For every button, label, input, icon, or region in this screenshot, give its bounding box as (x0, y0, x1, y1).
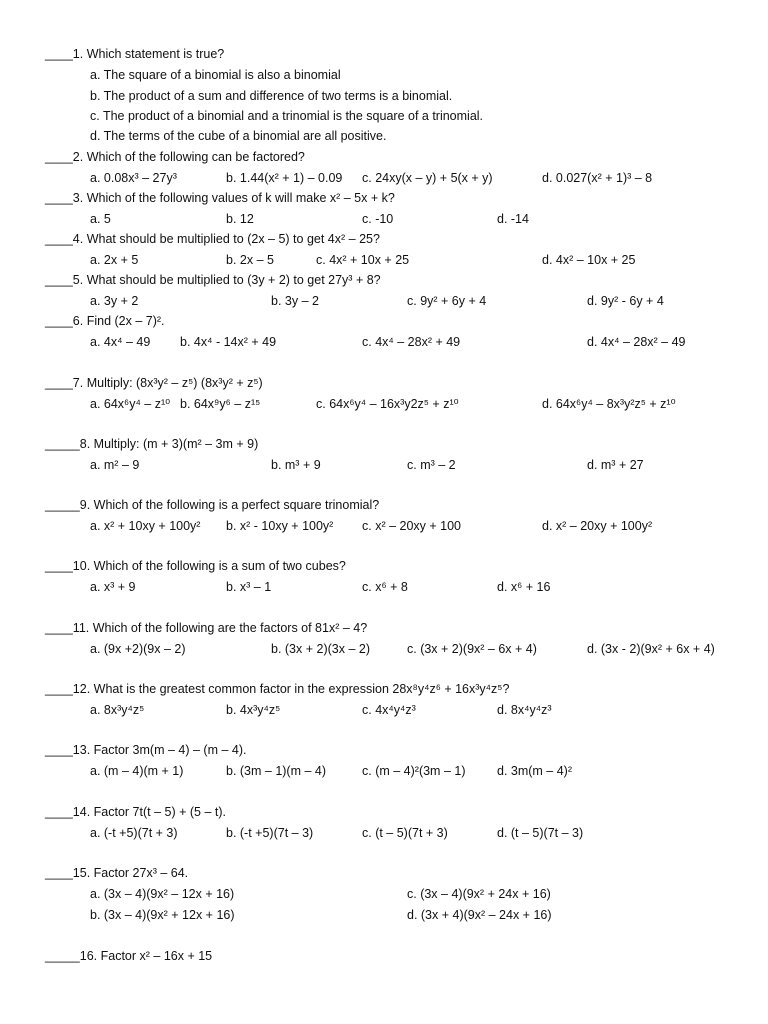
question-3-option-c: c. -10 (362, 212, 394, 226)
question-15-option-b: b. (3x – 4)(9x² + 12x + 16) (90, 908, 235, 922)
question-10-option-b: b. x³ – 1 (226, 580, 272, 594)
question-1-option-b: b. The product of a sum and difference of two terms is a binomial. (90, 89, 453, 103)
question-5-option-a: a. 3y + 2 (90, 294, 139, 308)
question-4-option-a: a. 2x + 5 (90, 253, 139, 267)
question-2-option-c: c. 24xy(x – y) + 5(x + y) (362, 171, 493, 185)
question-10-option-a: a. x³ + 9 (90, 580, 136, 594)
question-8-option-a: a. m² – 9 (90, 458, 140, 472)
question-3-option-d: d. -14 (497, 212, 529, 226)
question-6-option-a: a. 4x⁴ – 49 (90, 335, 151, 349)
question-10-option-d: d. x⁶ + 16 (497, 580, 551, 594)
question-8-option-b: b. m³ + 9 (271, 458, 321, 472)
question-4-stem: ____4. What should be multiplied to (2x – 5) to get 4x² – 25? (45, 232, 380, 246)
question-4-option-d: d. 4x² – 10x + 25 (542, 253, 636, 267)
question-12-option-d: d. 8x⁴y⁴z³ (497, 703, 552, 717)
question-6-stem: ____6. Find (2x – 7)². (45, 314, 165, 328)
question-4-option-c: c. 4x² + 10x + 25 (316, 253, 410, 267)
question-1-option-c: c. The product of a binomial and a trinomial is the square of a trinomial. (90, 109, 484, 123)
question-7-option-c: c. 64x⁶y⁴ – 16x³y2z⁵ + z¹⁰ (316, 397, 459, 411)
question-5-option-b: b. 3y – 2 (271, 294, 319, 308)
question-8-option-d: d. m³ + 27 (587, 458, 644, 472)
question-2-stem: ____2. Which of the following can be factored? (45, 150, 305, 164)
question-5-stem: ____5. What should be multiplied to (3y + 2) to get 27y³ + 8? (45, 273, 381, 287)
question-7-option-b: b. 64x⁹y⁶ – z¹⁵ (180, 397, 261, 411)
question-15-option-c: c. (3x – 4)(9x² + 24x + 16) (407, 887, 551, 901)
question-2-option-d: d. 0.027(x² + 1)³ – 8 (542, 171, 653, 185)
question-7-option-a: a. 64x⁶y⁴ – z¹⁰ (90, 397, 171, 411)
question-13-option-a: a. (m – 4)(m + 1) (90, 764, 184, 778)
question-2-option-a: a. 0.08x³ – 27y³ (90, 171, 177, 185)
question-15-option-a: a. (3x – 4)(9x² – 12x + 16) (90, 887, 235, 901)
question-15-stem: ____15. Factor 27x³ – 64. (45, 866, 189, 880)
question-16-stem: _____16. Factor x² – 16x + 15 (45, 949, 213, 963)
question-11-option-b: b. (3x + 2)(3x – 2) (271, 642, 370, 656)
question-4-option-b: b. 2x – 5 (226, 253, 274, 267)
question-12-option-a: a. 8x³y⁴z⁵ (90, 703, 145, 717)
question-14-stem: ____14. Factor 7t(t – 5) + (5 – t). (45, 805, 226, 819)
question-5-option-d: d. 9y² - 6y + 4 (587, 294, 664, 308)
question-10-option-c: c. x⁶ + 8 (362, 580, 408, 594)
question-6-option-c: c. 4x⁴ – 28x² + 49 (362, 335, 461, 349)
question-14-option-d: d. (t – 5)(7t – 3) (497, 826, 584, 840)
question-11-option-c: c. (3x + 2)(9x² – 6x + 4) (407, 642, 537, 656)
question-1-stem: ____1. Which statement is true? (45, 47, 225, 61)
question-10-stem: ____10. Which of the following is a sum of two cubes? (45, 559, 346, 573)
question-5-option-c: c. 9y² + 6y + 4 (407, 294, 487, 308)
question-14-option-b: b. (-t +5)(7t – 3) (226, 826, 314, 840)
question-13-stem: ____13. Factor 3m(m – 4) – (m – 4). (45, 743, 247, 757)
question-2-option-b: b. 1.44(x² + 1) – 0.09 (226, 171, 343, 185)
question-1-option-a: a. The square of a binomial is also a binomial (90, 68, 341, 82)
question-12-option-c: c. 4x⁴y⁴z³ (362, 703, 416, 717)
question-13-option-d: d. 3m(m – 4)² (497, 764, 573, 778)
question-11-option-d: d. (3x - 2)(9x² + 6x + 4) (587, 642, 715, 656)
question-14-option-c: c. (t – 5)(7t + 3) (362, 826, 448, 840)
question-11-option-a: a. (9x +2)(9x – 2) (90, 642, 186, 656)
question-7-option-d: d. 64x⁶y⁴ – 8x³y²z⁵ + z¹⁰ (542, 397, 676, 411)
question-9-stem: _____9. Which of the following is a perfect square trinomial? (45, 498, 380, 512)
question-12-option-b: b. 4x³y⁴z⁵ (226, 703, 281, 717)
question-1-option-d: d. The terms of the cube of a binomial are all positive. (90, 129, 387, 143)
question-7-stem: ____7. Multiply: (8x³y² – z⁵) (8x³y² + z⁵) (45, 376, 263, 390)
question-14-option-a: a. (-t +5)(7t + 3) (90, 826, 178, 840)
question-8-option-c: c. m³ – 2 (407, 458, 456, 472)
question-6-option-d: d. 4x⁴ – 28x² – 49 (587, 335, 686, 349)
question-3-option-b: b. 12 (226, 212, 254, 226)
question-3-option-a: a. 5 (90, 212, 111, 226)
question-12-stem: ____12. What is the greatest common factor in the expression 28x⁸y⁴z⁶ + 16x³y⁴z⁵? (45, 682, 510, 696)
question-13-option-b: b. (3m – 1)(m – 4) (226, 764, 327, 778)
question-9-option-c: c. x² – 20xy + 100 (362, 519, 462, 533)
question-15-option-d: d. (3x + 4)(9x² – 24x + 16) (407, 908, 552, 922)
question-9-option-a: a. x² + 10xy + 100y² (90, 519, 201, 533)
question-13-option-c: c. (m – 4)²(3m – 1) (362, 764, 466, 778)
question-6-option-b: b. 4x⁴ - 14x² + 49 (180, 335, 277, 349)
question-9-option-d: d. x² – 20xy + 100y² (542, 519, 653, 533)
question-8-stem: _____8. Multiply: (m + 3)(m² – 3m + 9) (45, 437, 259, 451)
question-3-stem: ____3. Which of the following values of k will make x² – 5x + k? (45, 191, 395, 205)
question-11-stem: ____11. Which of the following are the factors of 81x² – 4? (45, 621, 368, 635)
question-9-option-b: b. x² - 10xy + 100y² (226, 519, 334, 533)
